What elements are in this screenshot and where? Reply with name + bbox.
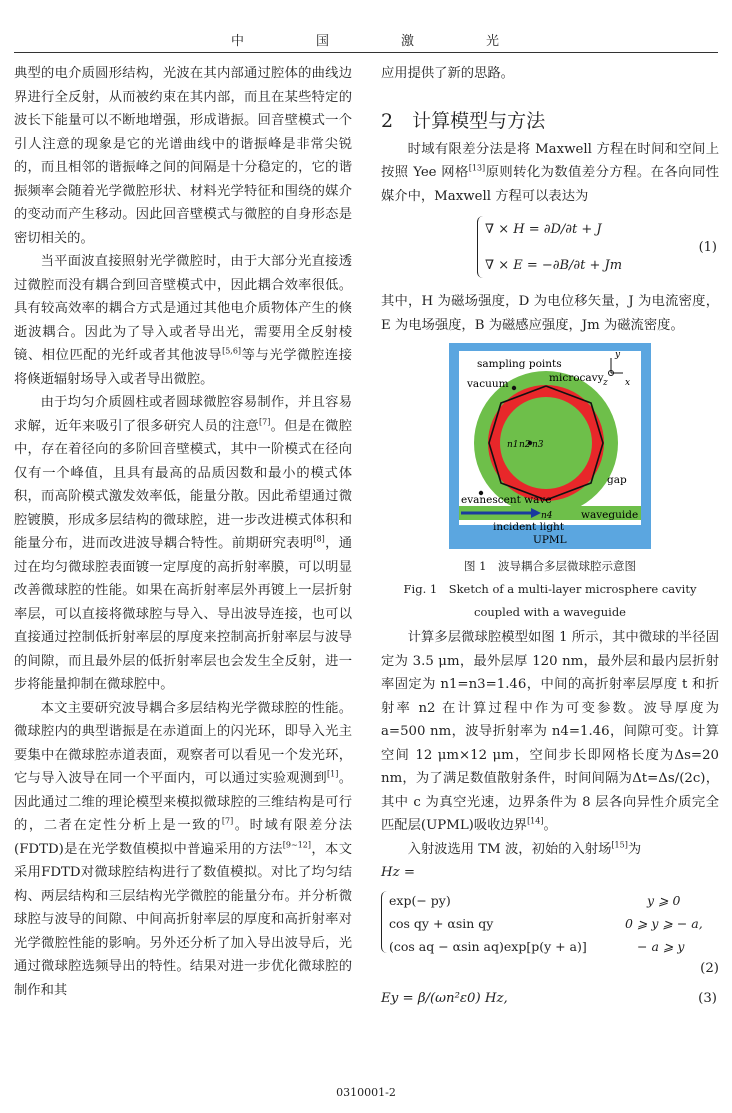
- label-n3: n3: [532, 440, 544, 450]
- header-char-1: 中: [230, 34, 246, 49]
- citation: [5,6]: [222, 346, 242, 356]
- label-n4: n4: [541, 511, 553, 521]
- hz-label: Hz =: [381, 865, 415, 880]
- label-waveguide: waveguide: [581, 509, 639, 521]
- paragraph-coupling: 当平面波直接照射光学微腔时，由于大部分光直接透过微腔而没有耦合到回音壁模式中，因此耦合效率很低。具有较高效率的耦合方式是通过其他电介质物体产生的倏逝波耦合。因此为了导入或者导出光，需要用全反射棱镜、相位匹配的光纤或者其他波导[5,6]等与光学微腔连接将倏逝辐射场导入或者导出微腔。: [14, 254, 353, 387]
- citation: [15]: [611, 840, 628, 850]
- equation-2-cond-1: y ⩾ 0: [647, 892, 681, 908]
- label-n2: n2: [519, 440, 531, 450]
- citation: [7]: [221, 816, 234, 826]
- page-number: 0310001-2: [336, 1086, 396, 1099]
- equation-2-cond-3: − a ⩾ y: [637, 938, 685, 954]
- equation-1-line-2: ∇ × E = −∂B/∂t + Jm: [485, 258, 623, 273]
- header-char-2: 国: [315, 34, 331, 49]
- equation-3-body: Ey = β/(ωn²ε0) Hz,: [381, 990, 508, 1006]
- citation: [7]: [259, 417, 271, 427]
- equation-number: (3): [698, 990, 717, 1006]
- equation-number: (2): [700, 960, 719, 976]
- label-sampling: sampling points: [477, 358, 562, 370]
- equation-2: [381, 887, 719, 959]
- label-upml: UPML: [533, 534, 567, 546]
- paragraph-continued: 应用提供了新的思路。: [381, 66, 514, 81]
- paragraph-this-work: 本文主要研究波导耦合多层结构光学微球腔的性能。微球腔内的典型谐振是在赤道面上的闪光环，即导入光主要集中在微球腔赤道表面，观察者可以看见一个发光环，它与导入波导在同一个平面内，可以通过实验观测到[1]。因此通过二维的理论模型来模拟微球腔的三维结构是可行的，二者在定性分析上是一致的[7]。时域有限差分法(FDTD)是在光学数值模拟中普遍采用的方法[9~12]，本文采用FDTD对微球腔结构进行了数值模拟。对比了均匀结构、两层结构和三层结构光学微腔的能量分布。并分析微球腔与波导的间隙、中间高折射率层的厚度和高折射率对光学微腔性能的影响。另外还分析了加入导出波导后，光通过微球腔选频导出的特性。结果对进一步优化微球腔的制作和其: [14, 700, 353, 998]
- left-column: [14, 62, 352, 1002]
- equation-2-row-1: exp(− py): [389, 892, 451, 908]
- citation: [8]: [313, 534, 325, 544]
- equation-2-row-3: (cos aq − αsin aq)exp[p(y + a)]: [389, 938, 587, 954]
- equation-1: [381, 212, 719, 286]
- equation-2-cond-2: 0 ⩾ y ⩾ − a,: [625, 915, 703, 931]
- paragraph-symbols: 其中，H 为磁场强度，D 为电位移矢量，J 为电流密度，E 为电场强度，B 为磁感应强度，Jm 为磁流密度。: [381, 294, 719, 333]
- label-gap: gap: [607, 474, 627, 486]
- section-title: 2 计算模型与方法: [381, 109, 546, 132]
- paragraph-incident-field: 入射波选用 TM 波，初始的入射场[15]为: [407, 840, 642, 857]
- label-microcavy: microcavy: [549, 372, 604, 384]
- label-evanescent: evanescent wave: [461, 494, 552, 506]
- axis-label-y: y: [615, 350, 621, 360]
- label-vacuum: vacuum: [467, 378, 509, 390]
- citation: [14]: [527, 816, 544, 826]
- right-column: [381, 62, 719, 1013]
- equation-brace: [381, 891, 388, 953]
- citation: [13]: [468, 163, 486, 173]
- header-char-4: 光: [486, 34, 502, 49]
- equation-number: (1): [698, 240, 717, 255]
- figure-caption-cn: 图 1 波导耦合多层微球腔示意图: [464, 559, 636, 573]
- citation: [1]: [327, 769, 339, 779]
- microcavity-schematic: [381, 343, 719, 549]
- header-char-3: 激: [401, 34, 417, 49]
- paragraph-intro-continued: 典型的电介质圆形结构，光波在其内部通过腔体的曲线边界进行全反射，从而被约束在其内部，而且在某些特定的波长下能量可以不断地增强，形成谐振。回音壁模式一个引人注意的现象是它的光谱曲线中的谐振峰是非常尖锐的，而且相邻的谐振峰之间的间隔是十分稳定的，它的谐振频率会随着光学微腔形状、材料光学特征和围绕的媒介的变动而产生移动。因此回音壁模式与微腔的自身形态是密切相关的。: [14, 66, 352, 246]
- label-incident: incident light: [493, 521, 565, 533]
- sampling-point: [512, 386, 516, 390]
- citation: [9~12]: [282, 840, 312, 850]
- figure-caption-en-1: Fig. 1 Sketch of a multi-layer microsphere cavity: [403, 582, 697, 596]
- label-n1: n1: [507, 440, 519, 450]
- figure-1: [381, 343, 719, 549]
- figure-caption-en-2: coupled with a waveguide: [474, 605, 626, 619]
- paragraph-multilayer: 由于均匀介质圆柱或者圆球微腔容易制作，并且容易求解，近年来吸引了很多研究人员的注意[7]。但是在微腔中，存在着径向的多阶回音壁模式，其中一阶模式在径向仅有一个峰值，且具有最高的品质因数和最小的模式体积，而高阶模式激发效率低，能量分散。因此希望通过微腔镀膜，形成多层结构的微球腔，进一步改进模式体积和能量分布，进而改进波导耦合特性。前期研究表明[8]，通过在均匀微球腔表面镀一定厚度的高折射率膜，可以明显改善微球腔的性能。如果在高折射率层外再镀上一层折射率层，可以直接将微球腔与导入、导出波导连接，也可以直接通过控制低折射率层的厚度来控制高折射率层与波导的间隙，而且最外层的低折射率层也会发生全反射，进一步将能量抑制在微球腔中。: [14, 395, 353, 692]
- paragraph-fdtd: 时域有限差分法是将 Maxwell 方程在时间和空间上按照 Yee 网格[13]原则转化为数值差分方程。在各向同性媒介中，Maxwell 方程可以表达为: [381, 141, 719, 204]
- equation-3: [381, 983, 719, 1013]
- equation-1-line-1: ∇ × H = ∂D/∂t + J: [485, 222, 602, 237]
- axis-label-z: z: [603, 378, 608, 388]
- running-header: [14, 30, 718, 53]
- paragraph-model: 计算多层微球腔模型如图 1 所示，其中微球的半径固定为 3.5 μm，最外层厚 120 nm，最外层和最内层折射率固定为 n1=n3=1.46，中间的高折射率层厚度 t 和折射率 n2 在计算过程中作为可变参数。波导厚度为 a=500 nm，波导折射率为 n4=1.46，间隙可变。计算空间 12 μm×12 μm，空间步长即网格长度为Δs=20 nm，为了满足数值散射条件，时间间隔为Δt=Δs/(2c)，其中 c 为真空光速，边界条件为 8 层各向异性介质完全匹配层(UPML)吸收边界[14]。: [381, 630, 719, 833]
- equation-2-row-2: cos qy + αsin qy: [389, 915, 494, 931]
- axis-label-x: x: [625, 378, 631, 388]
